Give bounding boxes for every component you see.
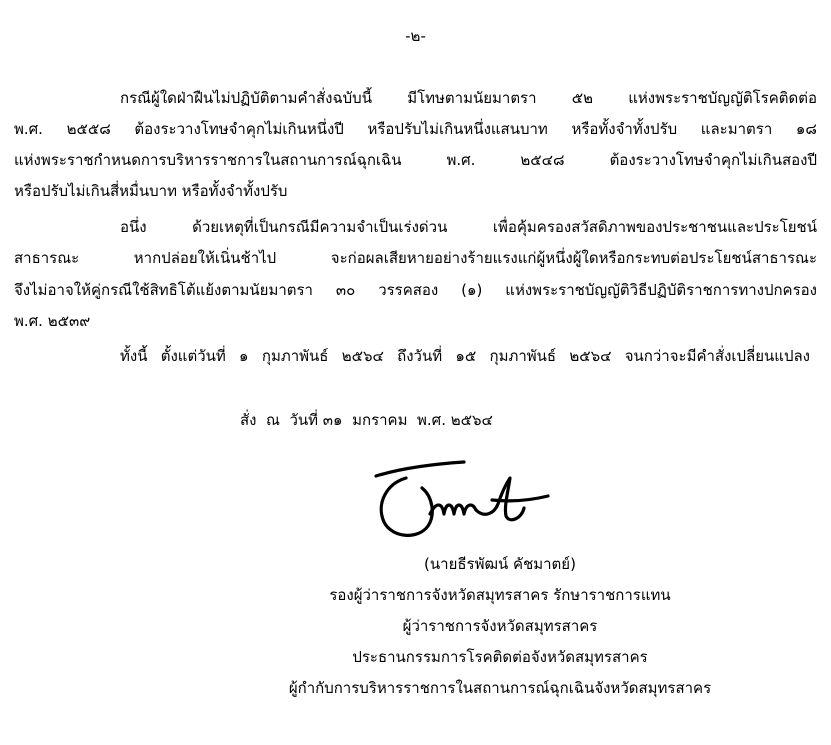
penalty-line-2: พ.ศ. ๒๕๕๘ ต้องระวางโทษจำคุกไม่เกินหนึ่งปี หรือปรับไม่เกินหนึ่งแสนบาท หรือทั้งจำทั้งปรับ และมาตรา ๑๘: [14, 120, 817, 138]
signatory-name: (นายธีรพัฒน์ คัชมาตย์): [424, 555, 576, 573]
order-date: สั่ง ณ วันที่ ๓๑ มกราคม พ.ศ. ๒๕๖๔: [240, 411, 493, 429]
signatory-block: [240, 554, 760, 709]
penalty-line-1: กรณีผู้ใดฝ่าฝืนไม่ปฏิบัติตามคำสั่งฉบับนี้ มีโทษตามนัยมาตรา ๕๒ แห่งพระราชบัญญัติโรคติดต่อ: [120, 89, 817, 107]
urgency-line-2: สาธารณะ หากปล่อยให้เนิ่นช้าไป จะก่อผลเสียหายอย่างร้ายแรงแก่ผู้หนึ่งผู้ใดหรือกระทบต่อประโยชน์สาธารณะ: [14, 249, 817, 267]
urgency-line-1: อนึ่ง ด้วยเหตุที่เป็นกรณีมีความจำเป็นเร่งด่วน เพื่อคุ้มครองสวัสดิภาพของประชาชนและประโยชน์: [120, 218, 817, 236]
urgency-line-3: จึงไม่อาจให้คู่กรณีใช้สิทธิโต้แย้งตามนัยมาตรา ๓๐ วรรคสอง (๑) แห่งพระราชบัญญัติวิธีปฏิบัติราชการทางปกครอง: [14, 281, 817, 299]
penalty-line-3: แห่งพระราชกำหนดการบริหารราชการในสถานการณ์ฉุกเฉิน พ.ศ. ๒๕๔๘ ต้องระวางโทษจำคุกไม่เกินสองปี: [14, 151, 817, 169]
signatory-title-1: รองผู้ว่าราชการจังหวัดสมุทรสาคร รักษาราชการแทน: [329, 586, 671, 604]
page-number: -๒-: [405, 27, 426, 45]
penalty-line-4: หรือปรับไม่เกินสี่หมื่นบาท หรือทั้งจำทั้งปรับ: [14, 182, 288, 200]
effective-period: ทั้งนี้ ตั้งแต่วันที่ ๑ กุมภาพันธ์ ๒๕๖๔ ถึงวันที่ ๑๕ กุมภาพันธ์ ๒๕๖๔ จนกว่าจะมีคำสั่งเปลี่ยนแปลง: [120, 347, 810, 365]
signatory-title-2: ผู้ว่าราชการจังหวัดสมุทรสาคร: [402, 617, 598, 635]
handwritten-signature: [372, 456, 582, 548]
urgency-line-4: พ.ศ. ๒๕๓๙: [14, 312, 91, 330]
signatory-title-4: ผู้กำกับการบริหารราชการในสถานการณ์ฉุกเฉินจังหวัดสมุทรสาคร: [288, 679, 712, 697]
signatory-title-3: ประธานกรรมการโรคติดต่อจังหวัดสมุทรสาคร: [352, 648, 648, 666]
